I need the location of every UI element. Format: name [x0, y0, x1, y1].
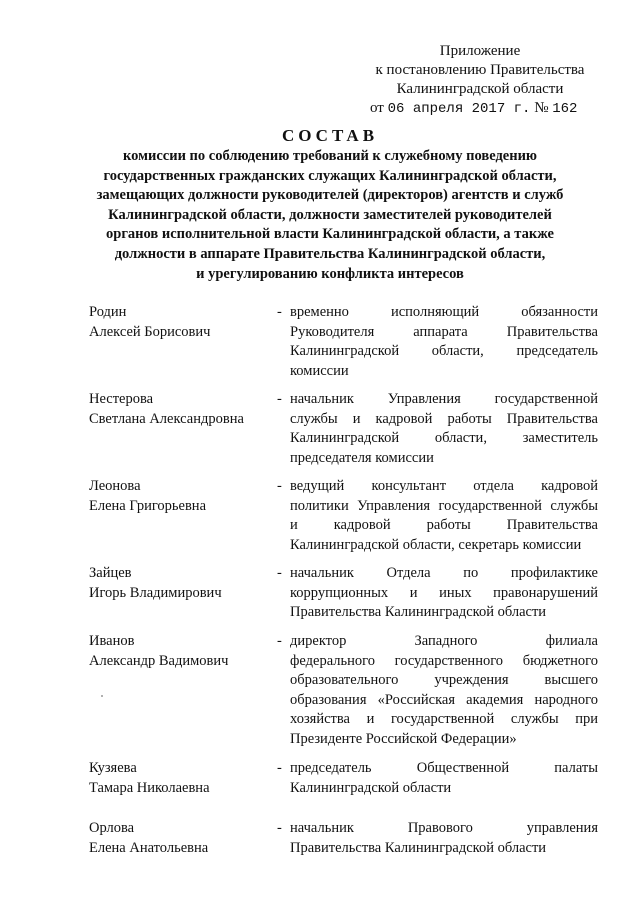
member-name — [89, 632, 274, 671]
member-dash: - — [277, 391, 282, 407]
number-sign: № — [534, 100, 549, 116]
role-line: Правительства Калининградской области — [290, 604, 547, 620]
member-name — [89, 819, 274, 858]
subtitle-line: должности в аппарате Правительства Калининградской области, — [114, 245, 546, 262]
role-line: хозяйства и государственной службы при — [290, 711, 598, 727]
role-line: образования «Российская академия народного — [290, 691, 598, 708]
role-line: начальник Правового управления — [290, 820, 598, 836]
appendix-resolution-line: к постановлению Правительства — [375, 62, 585, 78]
member-surname: Родин — [89, 304, 127, 320]
member-entry — [89, 759, 599, 819]
members-list — [89, 303, 599, 864]
role-line: начальник Управления государственной — [290, 391, 598, 407]
member-role — [290, 303, 598, 381]
appendix-header — [340, 42, 620, 119]
member-dash: - — [277, 565, 282, 581]
date-value: 06 апреля 2017 г. — [387, 101, 531, 117]
role-line: комиссии — [290, 362, 349, 379]
role-line: образовательного учреждения высшего — [290, 672, 598, 688]
appendix-date-line — [370, 99, 620, 119]
member-given-names: Елена Григорьевна — [89, 497, 207, 514]
role-line: Калининградской области, заместитель — [290, 430, 598, 446]
member-given-names: Елена Анатольевна — [89, 839, 209, 856]
role-line: Калининградской области, секретарь комиссии — [290, 536, 582, 553]
member-name — [89, 759, 274, 798]
member-surname: Иванов — [89, 633, 135, 649]
member-given-names: Светлана Александровна — [89, 410, 244, 427]
member-dash: - — [277, 633, 282, 649]
member-surname: Кузяева — [89, 760, 137, 776]
member-entry — [89, 564, 599, 632]
member-role — [290, 632, 598, 749]
role-line: Президенте Российской Федерации» — [290, 730, 517, 747]
role-line: председатель Общественной палаты — [290, 760, 598, 776]
member-name — [89, 477, 274, 516]
role-line: службы и кадровой работы Правительства — [290, 410, 598, 427]
member-entry — [89, 819, 599, 864]
member-given-names: Александр Вадимович — [89, 652, 229, 669]
appendix-label: Приложение — [439, 43, 521, 59]
subtitle-line: государственных гражданских служащих Калининградской области, — [103, 167, 557, 184]
role-line: и кадровой работы Правительства — [290, 517, 598, 533]
role-line: Калининградской области — [290, 779, 452, 796]
subtitle-line: Калининградской области, должности заместителей руководителей — [108, 206, 552, 223]
role-line: коррупционных и иных правонарушений — [290, 584, 598, 601]
member-name — [89, 390, 274, 429]
member-dash: - — [277, 820, 282, 836]
subtitle-line: органов исполнительной власти Калининградской области, а также — [106, 226, 554, 243]
member-name — [89, 303, 274, 342]
subtitle-line: комиссии по соблюдению требований к служебному поведению — [122, 148, 538, 164]
member-dash: - — [277, 304, 282, 320]
role-line: Правительства Калининградской области — [290, 839, 547, 856]
document-subtitle — [70, 147, 590, 284]
date-prefix: от — [370, 100, 384, 116]
member-surname: Зайцев — [89, 565, 132, 581]
role-line: председателя комиссии — [290, 449, 434, 466]
member-name — [89, 564, 274, 603]
member-dash: - — [277, 478, 282, 494]
member-role — [290, 564, 598, 623]
role-line: федерального государственного бюджетного — [290, 652, 598, 669]
role-line: Руководителя аппарата Правительства — [290, 323, 598, 340]
member-entry — [89, 390, 599, 477]
member-entry — [89, 303, 599, 390]
subtitle-line: замещающих должности руководителей (директоров) агентств и служб — [96, 187, 564, 204]
member-dash: - — [277, 760, 282, 776]
role-line: ведущий консультант отдела кадровой — [290, 478, 598, 494]
member-role — [290, 390, 598, 468]
member-given-names: Алексей Борисович — [89, 323, 211, 340]
role-line: политики Управления государственной службы — [290, 497, 598, 514]
member-role — [290, 477, 598, 555]
role-line: начальник Отдела по профилактике — [290, 565, 598, 581]
member-given-names: Тамара Николаевна — [89, 779, 210, 796]
member-surname: Леонова — [89, 478, 141, 494]
member-surname: Орлова — [89, 820, 135, 836]
scan-speck — [101, 695, 103, 697]
member-entry — [89, 632, 599, 759]
role-line: временно исполняющий обязанности — [290, 304, 598, 320]
document-title: СОСТАВ — [281, 126, 379, 145]
role-line: директор Западного филиала — [290, 633, 598, 649]
member-surname: Нестерова — [89, 391, 154, 407]
member-role — [290, 759, 598, 798]
member-role — [290, 819, 598, 858]
member-entry — [89, 477, 599, 564]
subtitle-line: и урегулированию конфликта интересов — [196, 265, 464, 282]
member-given-names: Игорь Владимирович — [89, 584, 222, 601]
role-line: Калининградской области, председатель — [290, 343, 598, 359]
number-value: 162 — [552, 101, 578, 117]
appendix-region-line: Калининградской области — [396, 81, 564, 97]
